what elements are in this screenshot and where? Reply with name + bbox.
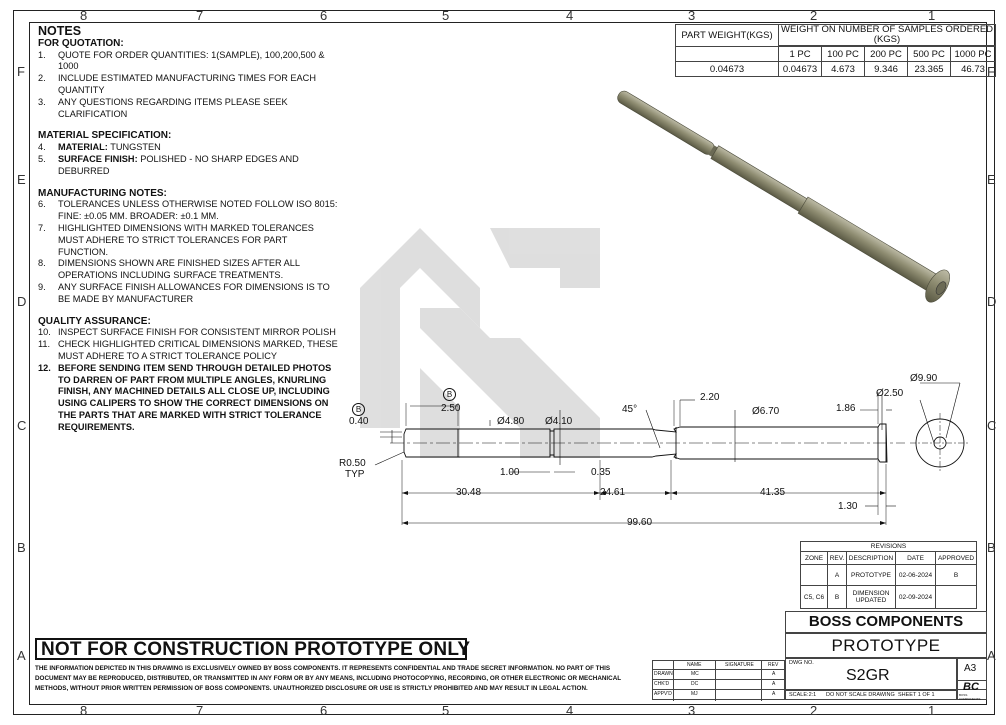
- prototype-banner: NOT FOR CONSTRUCTION PROTOTYPE ONLY: [35, 638, 467, 660]
- revisions-title: REVISIONS: [801, 542, 977, 552]
- note-text: CHECK HIGHLIGHTED CRITICAL DIMENSIONS MARKED, THESE MUST ADHERE TO A STRICT TOLERANCE POLICY: [58, 339, 338, 361]
- sig-header: REV: [768, 662, 779, 668]
- sig-header: SIGNATURE: [725, 662, 754, 668]
- rev-desc: PROTOTYPE: [847, 565, 896, 586]
- dim-angle-45: 45°: [622, 404, 638, 415]
- note-number: 1.: [38, 49, 46, 60]
- dim-0-40: 0.40: [349, 416, 369, 427]
- note-label: SURFACE FINISH:: [58, 153, 138, 164]
- no-scale-label: DO NOT SCALE DRAWING: [826, 692, 895, 698]
- sig-rev: A: [772, 671, 776, 677]
- sheet-size: A3: [964, 663, 977, 674]
- zone-row-D: D: [17, 294, 27, 309]
- weight-value: 0.04673: [779, 62, 822, 77]
- zone-row-B: B: [17, 540, 26, 555]
- zone-col-4-bottom: 4: [566, 703, 574, 718]
- note-number: 7.: [38, 222, 46, 233]
- notes-block: [38, 26, 338, 434]
- balloon-b: B: [352, 403, 365, 416]
- sig-name: DC: [691, 681, 699, 687]
- zone-row-E-right: E: [987, 172, 996, 187]
- sig-role: APPV'D: [654, 691, 672, 697]
- manufacturing-heading: MANUFACTURING NOTES:: [38, 187, 167, 199]
- rev-header: DATE: [896, 552, 936, 565]
- zone-row-F: F: [17, 64, 25, 79]
- weight-table: [675, 24, 996, 77]
- rev-header: APPROVED: [936, 552, 977, 565]
- dim-dia-4-10: Ø4.10: [545, 416, 573, 427]
- note-text: INCLUDE ESTIMATED MANUFACTURING TIMES FOR EACH QUANTITY: [58, 73, 316, 95]
- zone-row-D-right: D: [987, 294, 997, 309]
- qty-header: 100 PC: [822, 47, 865, 62]
- dim-dia-2-50: Ø2.50: [876, 388, 904, 399]
- note-text: INSPECT SURFACE FINISH FOR CONSISTENT MIRROR POLISH: [58, 327, 336, 338]
- note-number: 6.: [38, 199, 46, 210]
- note-text: POLISHED - NO SHARP EDGES AND DEBURRED: [58, 153, 299, 176]
- zone-col-7: 7: [196, 8, 204, 23]
- material-heading: MATERIAL SPECIFICATION:: [38, 130, 172, 142]
- note-item: [38, 50, 338, 74]
- zone-col-8: 8: [80, 8, 88, 23]
- qty-header: 500 PC: [908, 47, 951, 62]
- dim-1-30: 1.30: [838, 501, 858, 512]
- dim-2-50: 2.50: [441, 403, 461, 414]
- drawing-status: PROTOTYPE: [785, 633, 987, 658]
- weight-value: 4.673: [822, 62, 865, 77]
- note-item: [38, 97, 338, 121]
- qty-header: 1 PC: [779, 47, 822, 62]
- isometric-part-view: [605, 82, 990, 322]
- weight-col-header: PART WEIGHT(KGS): [676, 25, 779, 47]
- table-row: [801, 565, 977, 586]
- zone-col-6-bottom: 6: [320, 703, 328, 718]
- dwg-no-box: [785, 658, 957, 690]
- zone-col-3: 3: [688, 8, 696, 23]
- weight-group-header: WEIGHT ON NUMBER OF SAMPLES ORDERED (KGS): [779, 25, 996, 46]
- note-text: DIMENSIONS SHOWN ARE FINISHED SIZES AFTER ALL OPERATIONS INCLUDING SURFACE TREATMENTS.: [58, 258, 300, 281]
- zone-col-4: 4: [566, 8, 574, 23]
- zone-col-2: 2: [810, 8, 818, 23]
- sig-name: MC: [691, 671, 699, 677]
- quality-heading: QUALITY ASSURANCE:: [38, 315, 151, 327]
- dim-dia-4-80: Ø4.80: [497, 416, 525, 427]
- note-number: 9.: [38, 281, 46, 292]
- qty-header: 200 PC: [865, 47, 908, 62]
- logo-box: [957, 680, 987, 700]
- note-number: 4.: [38, 142, 46, 153]
- sheet-number: SHEET 1 OF 1: [898, 692, 935, 698]
- sig-role: DRAWN: [654, 671, 673, 677]
- note-number: 5.: [38, 153, 46, 164]
- note-item: [38, 199, 338, 223]
- note-number: 2.: [38, 73, 46, 84]
- note-text: TUNGSTEN: [107, 142, 161, 153]
- dim-1-00: 1.00: [500, 467, 520, 478]
- note-item: [38, 258, 338, 282]
- zone-row-C: C: [17, 418, 27, 433]
- zone-col-3-bottom: 3: [688, 703, 696, 718]
- rev-header: DESCRIPTION: [847, 552, 896, 565]
- rev-approved: B: [936, 565, 977, 586]
- note-item: [38, 73, 338, 97]
- sig-header: NAME: [687, 662, 702, 668]
- dim-1-86: 1.86: [836, 403, 856, 414]
- zone-col-6: 6: [320, 8, 328, 23]
- zone-col-5: 5: [442, 8, 450, 23]
- rev-date: 02-06-2024: [896, 565, 936, 586]
- note-item: [38, 339, 338, 363]
- note-item: [38, 142, 338, 154]
- rev-header: ZONE: [801, 552, 828, 565]
- qty-header: 1000 PC: [951, 47, 996, 62]
- quotation-heading: FOR QUOTATION:: [38, 37, 124, 49]
- note-number: 11.: [38, 339, 51, 350]
- revisions-table: [800, 541, 977, 609]
- zone-col-5-bottom: 5: [442, 703, 450, 718]
- zone-row-E: E: [17, 172, 26, 187]
- note-number: 10.: [38, 327, 51, 338]
- sig-role: CHK'D: [654, 681, 670, 687]
- zone-col-7-bottom: 7: [196, 703, 204, 718]
- note-item: [38, 154, 338, 178]
- rev-zone: C5, C6: [801, 586, 828, 609]
- dim-dia-6-70: Ø6.70: [752, 406, 780, 417]
- rev-approved: [936, 586, 977, 609]
- dim-99-60: 99.60: [627, 517, 653, 528]
- note-text: ANY SURFACE FINISH ALLOWANCES FOR DIMENSIONS IS TO BE MADE BY MANUFACTURER: [58, 281, 330, 304]
- company-name: BOSS COMPONENTS: [785, 611, 987, 633]
- bc-logo-subtitle: BOSS COMPONENTS: [959, 693, 981, 701]
- weight-value: 9.346: [865, 62, 908, 77]
- weight-value: 23.365: [908, 62, 951, 77]
- zone-row-C-right: C: [987, 418, 997, 433]
- zone-col-8-bottom: 8: [80, 703, 88, 718]
- rev-date: 02-09-2024: [896, 586, 936, 609]
- zone-col-1: 1: [928, 8, 936, 23]
- dim-2-20: 2.20: [700, 392, 720, 403]
- scale-row: [785, 690, 957, 700]
- zone-col-1-bottom: 1: [928, 703, 936, 718]
- note-number: 8.: [38, 258, 46, 269]
- dwg-no-value: S2GR: [846, 667, 890, 684]
- note-text: BEFORE SENDING ITEM SEND THROUGH DETAILED PHOTOS TO DARREN OF PART FROM MULTIPLE ANGLES, KNURLING FINISH, ANY MACHINED DETAILS ALL CLOSE UP, INCLUDING USING CALIPERS TO SHOW THE CORRECT DIMENSIONS ON THE PARTS THAT ARE MARKED WITH STRICT TOLERANCE REQUIREMENTS.: [58, 362, 332, 432]
- dim-41-35: 41.35: [760, 487, 786, 498]
- dwg-no-label: DWG NO.: [789, 660, 814, 666]
- weight-value: 46.73: [951, 62, 996, 77]
- note-text: QUOTE FOR ORDER QUANTITIES: 1(SAMPLE), 100,200,500 & 1000: [58, 49, 325, 72]
- zone-row-A-right: A: [987, 648, 996, 663]
- dim-30-48: 30.48: [456, 487, 482, 498]
- rev-zone: [801, 565, 828, 586]
- sig-rev: A: [772, 681, 776, 687]
- table-row: [801, 586, 977, 609]
- note-number: 12.: [38, 362, 51, 373]
- zone-row-A: A: [17, 648, 26, 663]
- dim-dia-9-90: Ø9.90: [910, 373, 938, 384]
- rev-header: REV.: [828, 552, 847, 565]
- zone-col-2-bottom: 2: [810, 703, 818, 718]
- note-text: TOLERANCES UNLESS OTHERWISE NOTED FOLLOW ISO 8015: FINE: ±0.05 MM. BROADER: ±0.1 MM.: [58, 199, 338, 222]
- dim-r-0-50: R0.50: [339, 458, 366, 469]
- note-label: MATERIAL:: [58, 142, 108, 153]
- dim-24-61: 24.61: [600, 487, 626, 498]
- signature-block: [652, 660, 785, 700]
- note-item: [38, 282, 338, 306]
- notes-title: NOTES: [38, 24, 82, 38]
- sig-rev: A: [772, 691, 776, 697]
- rev-desc: DIMENSION UPDATED: [847, 586, 896, 609]
- legal-notice: THE INFORMATION DEPICTED IN THIS DRAWING IS EXCLUSIVELY OWNED BY BOSS COMPONENTS. IT REPRESENTS CONFIDENTIAL AND TRADE SECRET INFORMATION. NO PART OF THIS DOCUMENT MAY BE REPRODUCED, DISTRIBUTED, OR TRANSMITTED IN ANY FORM OR BY ANY MEANS, INCLUDING PHOTOCOPYING, RECORDING, OR OTHER ELECTRONIC OR MECHANICAL METHODS, WITHOUT PRIOR WRITTEN PERMISSION OF BOSS COMPONENTS. UNAUTHORIZED DISCLOSURE OR USE IS STRICTLY PROHIBITED AND MAY RESULT IN LEGAL ACTION.: [35, 665, 621, 692]
- part-weight-value: 0.04673: [676, 62, 779, 77]
- dim-typ: TYP: [345, 469, 365, 480]
- note-item: [38, 223, 338, 258]
- note-item: [38, 327, 338, 339]
- balloon-b: B: [443, 388, 456, 401]
- zone-row-F-right: F: [987, 64, 995, 79]
- sig-name: MJ: [691, 691, 698, 697]
- note-text: HIGHLIGHTED DIMENSIONS WITH MARKED TOLERANCES MUST ADHERE TO STRICT TOLERANCES FOR PART FUNCTION.: [58, 222, 314, 257]
- bc-logo: BC: [963, 681, 979, 693]
- rev-letter: A: [828, 565, 847, 586]
- scale-label: SCALE:2:1: [789, 692, 817, 698]
- note-item: [38, 363, 338, 434]
- note-text: ANY QUESTIONS REGARDING ITEMS PLEASE SEEK CLARIFICATION: [58, 96, 288, 119]
- zone-row-B-right: B: [987, 540, 996, 555]
- rev-letter: B: [828, 586, 847, 609]
- note-number: 3.: [38, 96, 46, 107]
- dim-0-35: 0.35: [591, 467, 611, 478]
